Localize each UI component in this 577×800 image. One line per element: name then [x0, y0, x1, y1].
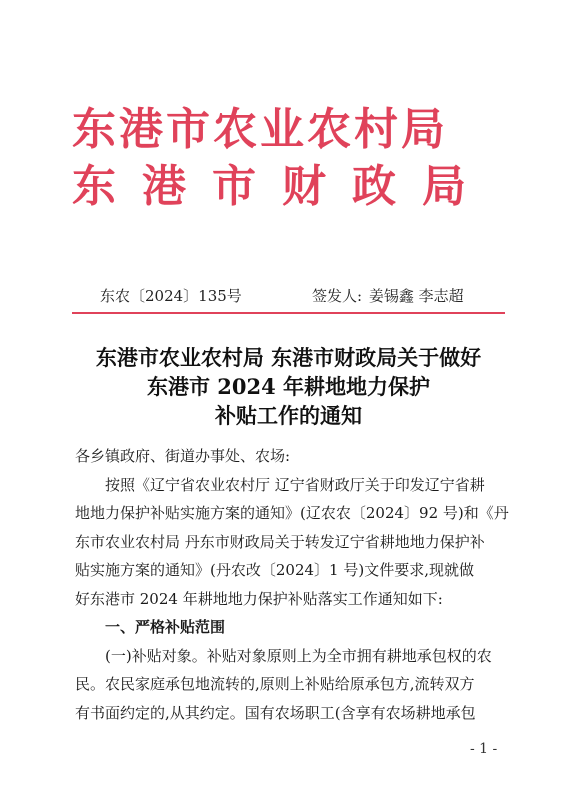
body-line: 贴实施方案的通知》(丹农改〔2024〕1 号)文件要求,现就做 — [75, 561, 474, 579]
red-divider-line — [72, 312, 505, 314]
signer-names: 姜锡鑫 李志超 — [368, 287, 464, 305]
body-line: 地地力保护补贴实施方案的通知》(辽农农〔2024〕92 号)和《丹 — [75, 504, 509, 522]
document-title-line-2: 东港市 2024 年耕地地力保护 — [146, 374, 431, 399]
document-title-line-1: 东港市农业农村局 东港市财政局关于做好 — [95, 345, 482, 370]
body-line: 好东港市 2024 年耕地地力保护补贴落实工作通知如下: — [75, 589, 443, 608]
document-title-line-3: 补贴工作的通知 — [215, 403, 362, 428]
body-line: 东市农业农村局 丹东市财政局关于转发辽宁省耕地地力保护补 — [75, 532, 485, 551]
body-line: 按照《辽宁省农业农村厅 辽宁省财政厅关于印发辽宁省耕 — [105, 475, 485, 494]
page-number: - 1 - — [470, 741, 498, 757]
body-line: 民。农民家庭承包地流转的,原则上补贴给原承包方,流转双方 — [75, 675, 475, 693]
signer-block — [312, 287, 464, 305]
addressee: 各乡镇政府、街道办事处、农场: — [75, 447, 291, 465]
body-line: 有书面约定的,从其约定。国有农场职工(含享有农场耕地承包 — [75, 703, 476, 722]
issuer-header-agriculture: 东港市农业农村局 — [72, 104, 448, 155]
issuer-header-finance: 东港市财政局 — [72, 161, 492, 212]
document-body — [75, 442, 515, 727]
section-heading: 一、严格补贴范围 — [105, 618, 226, 636]
signer-label: 签发人: — [312, 287, 363, 305]
document-number: 东农〔2024〕135号 — [100, 287, 242, 305]
body-line: (一)补贴对象。补贴对象原则上为全市拥有耕地承包权的农 — [105, 646, 492, 665]
